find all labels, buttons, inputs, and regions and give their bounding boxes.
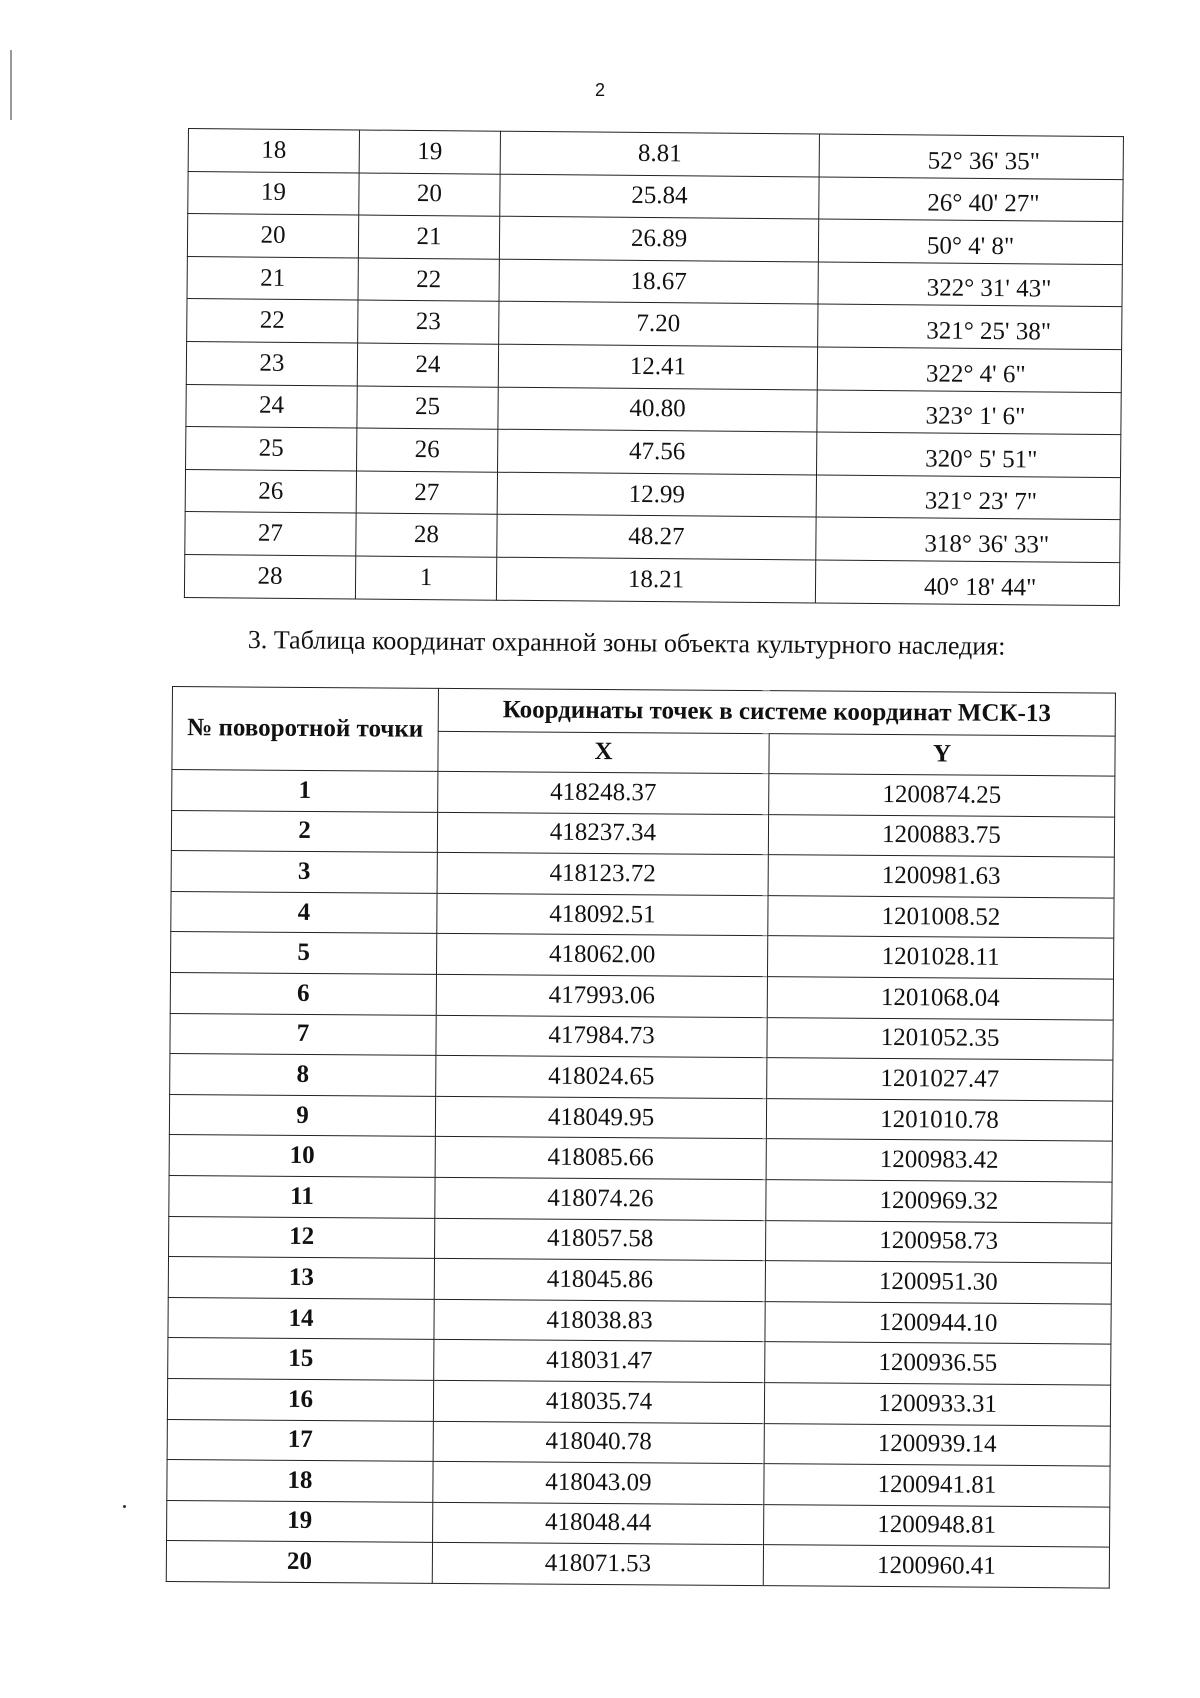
header-y: Y — [769, 733, 1115, 776]
segment-from-cell: 26 — [185, 469, 356, 513]
segment-from-cell: 28 — [184, 554, 355, 598]
scan-dot — [123, 1505, 126, 1508]
point-number-cell: 11 — [169, 1175, 435, 1217]
segment-angle-cell: 50° 4' 8" — [818, 219, 1122, 264]
segment-to-cell: 22 — [358, 258, 499, 302]
table-row — [169, 1175, 1112, 1222]
coordinate-y-cell: 1200951.30 — [765, 1261, 1111, 1304]
coordinate-y-cell: 1200960.41 — [763, 1545, 1109, 1588]
segment-angle-cell: 321° 23' 7" — [816, 475, 1120, 520]
coordinates-table-header — [172, 687, 1116, 777]
table-row — [168, 1338, 1111, 1385]
segment-to-cell: 28 — [356, 513, 497, 557]
coordinate-x-cell: 418048.44 — [433, 1502, 764, 1545]
segment-length-cell: 26.89 — [499, 216, 818, 261]
point-number-cell: 20 — [166, 1541, 432, 1583]
coordinate-y-cell: 1200969.32 — [766, 1180, 1112, 1223]
table-row — [171, 851, 1114, 898]
segment-length-cell: 40.80 — [498, 387, 817, 432]
segment-angle-cell: 323° 1' 6" — [817, 390, 1121, 435]
segment-to-cell: 26 — [357, 428, 498, 472]
coordinate-x-cell: 418123.72 — [437, 853, 768, 896]
coordinate-x-cell: 418040.78 — [433, 1421, 764, 1464]
table-row — [170, 1013, 1113, 1060]
segment-length-cell: 25.84 — [500, 174, 819, 219]
coordinate-x-cell: 418024.65 — [436, 1056, 767, 1099]
table-row — [171, 932, 1114, 979]
coordinate-y-cell: 1200958.73 — [766, 1220, 1112, 1263]
coordinate-y-cell: 1201008.52 — [768, 895, 1114, 938]
table-row — [167, 1460, 1110, 1507]
segment-from-cell: 24 — [186, 384, 357, 428]
segment-angle-cell: 321° 25' 38" — [818, 304, 1122, 349]
coordinate-y-cell: 1200983.42 — [766, 1139, 1112, 1182]
coordinate-y-cell: 1200941.81 — [764, 1464, 1110, 1507]
coordinate-x-cell: 418043.09 — [433, 1461, 764, 1504]
point-number-cell: 5 — [171, 932, 437, 974]
coordinate-x-cell: 418031.47 — [434, 1340, 765, 1383]
segment-angle-cell: 322° 4' 6" — [817, 347, 1121, 392]
point-number-cell: 16 — [167, 1378, 433, 1420]
table-row — [169, 1135, 1112, 1182]
coordinate-y-cell: 1200981.63 — [768, 855, 1114, 898]
table-row — [167, 1500, 1110, 1547]
point-number-cell: 15 — [168, 1338, 434, 1380]
coordinate-x-cell: 418071.53 — [432, 1543, 763, 1586]
segment-from-cell: 22 — [187, 299, 358, 343]
point-number-cell: 17 — [167, 1419, 433, 1461]
coordinate-x-cell: 418057.58 — [435, 1218, 766, 1261]
coordinate-y-cell: 1201027.47 — [767, 1058, 1113, 1101]
point-number-cell: 9 — [169, 1094, 435, 1136]
segment-length-cell: 7.20 — [499, 302, 818, 347]
coordinate-x-cell: 418085.66 — [435, 1137, 766, 1180]
segment-length-cell: 8.81 — [500, 131, 819, 176]
point-number-cell: 8 — [170, 1054, 436, 1096]
header-coordinate-system: Координаты точек в системе координат МСК-13 — [438, 688, 1115, 735]
point-number-cell: 6 — [170, 972, 436, 1014]
section-heading: 3. Таблица координат охранной зоны объекта культурного наследия: — [247, 625, 1006, 661]
point-number-cell: 14 — [168, 1297, 434, 1339]
coordinate-y-cell: 1201010.78 — [766, 1098, 1112, 1141]
table-row — [168, 1297, 1111, 1344]
segment-to-cell: 21 — [358, 215, 499, 259]
point-number-cell: 4 — [171, 891, 437, 933]
segment-length-cell: 18.21 — [496, 557, 815, 602]
coordinate-y-cell: 1200939.14 — [764, 1423, 1110, 1466]
coordinate-x-cell: 418237.34 — [437, 812, 768, 855]
segment-to-cell: 25 — [357, 386, 498, 430]
table-row — [171, 891, 1114, 938]
segment-to-cell: 27 — [356, 471, 497, 515]
coordinate-x-cell: 418049.95 — [435, 1096, 766, 1139]
segment-to-cell: 20 — [359, 173, 500, 217]
coordinate-x-cell: 418035.74 — [433, 1380, 764, 1423]
coordinate-x-cell: 417993.06 — [436, 974, 767, 1017]
table-row — [167, 1419, 1110, 1466]
coordinate-y-cell: 1200874.25 — [769, 774, 1115, 817]
segment-to-cell: 24 — [357, 343, 498, 387]
point-number-cell: 13 — [168, 1257, 434, 1299]
header-x: X — [438, 731, 769, 774]
coordinate-y-cell: 1201028.11 — [767, 936, 1113, 979]
segment-angle-cell: 52° 36' 35" — [819, 134, 1123, 179]
segment-from-cell: 27 — [185, 512, 356, 556]
coordinate-x-cell: 418074.26 — [435, 1177, 766, 1220]
segment-length-cell: 47.56 — [498, 429, 817, 474]
table-row — [170, 972, 1113, 1019]
coordinate-y-cell: 1201068.04 — [767, 977, 1113, 1020]
segments-table — [184, 128, 1124, 606]
segment-to-cell: 19 — [359, 130, 500, 174]
point-number-cell: 1 — [172, 770, 438, 812]
table-row — [168, 1257, 1111, 1304]
coordinate-x-cell: 417984.73 — [436, 1015, 767, 1058]
segment-from-cell: 23 — [186, 341, 357, 385]
table-row — [184, 554, 1119, 605]
point-number-cell: 3 — [171, 851, 437, 893]
table-row — [169, 1094, 1112, 1141]
coordinate-x-cell: 418038.83 — [434, 1299, 765, 1342]
coordinates-table-body — [166, 770, 1115, 1588]
point-number-cell: 12 — [169, 1216, 435, 1258]
coordinate-x-cell: 418045.86 — [434, 1258, 765, 1301]
segment-from-cell: 21 — [187, 256, 358, 300]
coordinate-y-cell: 1200936.55 — [765, 1342, 1111, 1385]
point-number-cell: 18 — [167, 1460, 433, 1502]
coordinate-x-cell: 418248.37 — [438, 771, 769, 814]
segment-from-cell: 18 — [188, 129, 359, 173]
point-number-cell: 19 — [167, 1500, 433, 1542]
segment-angle-cell: 322° 31' 43" — [818, 262, 1122, 307]
segment-from-cell: 20 — [187, 214, 358, 258]
point-number-cell: 2 — [171, 810, 437, 852]
table-row — [170, 1054, 1113, 1101]
point-number-cell: 10 — [169, 1135, 435, 1177]
header-point-number: № поворотной точки — [172, 687, 439, 772]
coordinate-x-cell: 418062.00 — [436, 934, 767, 977]
table-row — [172, 770, 1115, 817]
table-row — [169, 1216, 1112, 1263]
segment-angle-cell: 318° 36' 33" — [816, 517, 1120, 562]
coordinates-table — [166, 686, 1116, 1588]
segment-from-cell: 25 — [186, 427, 357, 471]
segment-angle-cell: 26° 40' 27" — [819, 177, 1123, 222]
segment-angle-cell: 40° 18' 44" — [815, 560, 1119, 605]
segment-length-cell: 48.27 — [497, 515, 816, 560]
segment-length-cell: 18.67 — [499, 259, 818, 304]
segment-to-cell: 1 — [355, 556, 496, 600]
coordinate-y-cell: 1200944.10 — [765, 1301, 1111, 1344]
segment-to-cell: 23 — [358, 300, 499, 344]
table-row — [171, 810, 1114, 857]
coordinate-y-cell: 1201052.35 — [767, 1017, 1113, 1060]
coordinate-y-cell: 1200948.81 — [764, 1504, 1110, 1547]
segments-table-body — [184, 129, 1123, 606]
coordinate-y-cell: 1200883.75 — [768, 814, 1114, 857]
segment-from-cell: 19 — [188, 171, 359, 215]
segment-length-cell: 12.99 — [497, 472, 816, 517]
segment-angle-cell: 320° 5' 51" — [816, 432, 1120, 477]
segment-length-cell: 12.41 — [498, 344, 817, 389]
table-row — [166, 1541, 1109, 1588]
page-number: 2 — [594, 80, 605, 100]
table-row — [167, 1378, 1110, 1425]
coordinate-y-cell: 1200933.31 — [764, 1383, 1110, 1426]
point-number-cell: 7 — [170, 1013, 436, 1055]
coordinate-x-cell: 418092.51 — [437, 893, 768, 936]
